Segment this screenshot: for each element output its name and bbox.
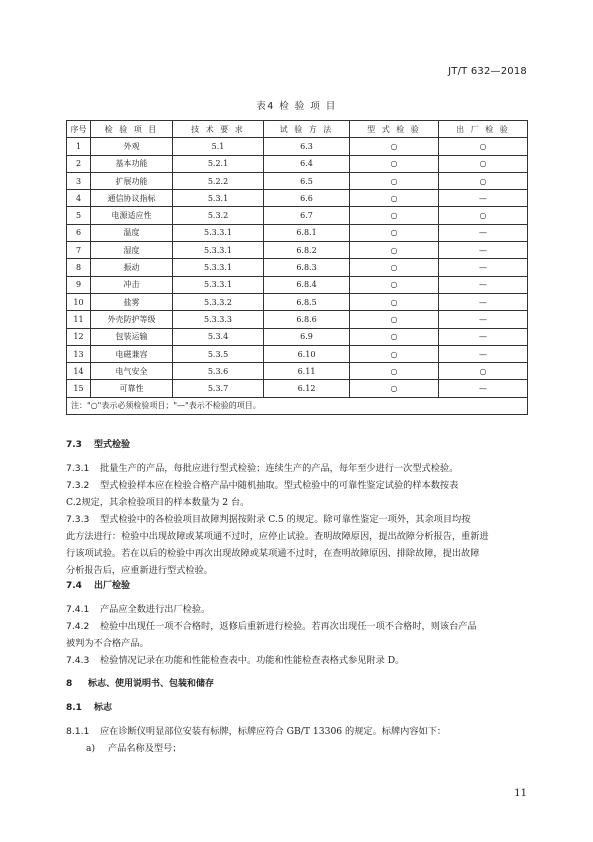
table-row [67, 259, 528, 276]
test-method: 6.11 [264, 363, 350, 380]
row-number: 3 [67, 172, 91, 189]
section-title: 标志、使用说明书、包装和储存 [88, 679, 215, 689]
section-heading [66, 437, 527, 454]
type-inspection-mark: ○ [350, 276, 439, 293]
technical-requirement: 5.3.3.1 [173, 242, 264, 259]
test-method: 6.8.5 [264, 293, 350, 310]
item-name: 电源适应性 [91, 207, 173, 224]
clause-text-continued: 被判为不合格产品。 [66, 638, 149, 649]
section-heading [66, 676, 527, 693]
factory-inspection-mark: — [439, 380, 528, 397]
factory-inspection-mark: — [439, 224, 528, 241]
type-inspection-mark: ○ [350, 328, 439, 345]
list-item [66, 740, 527, 757]
clause-text-continued: 分析报告后，应重新进行型式检验。 [66, 565, 213, 576]
section-number: 7.3 [66, 440, 82, 450]
column-header: 型 式 检 验 [350, 121, 439, 138]
test-method: 6.8.6 [264, 311, 350, 328]
section-title: 出厂检验 [94, 581, 131, 591]
row-number: 12 [67, 328, 91, 345]
clause-number: 7.4.1 [66, 604, 90, 615]
table-row [67, 172, 528, 189]
table-note: 注："○"表示必须检验项目；"—"表示不检验的项目。 [67, 397, 528, 414]
row-number: 7 [67, 242, 91, 259]
section-number: 8 [66, 679, 73, 689]
type-inspection-mark: ○ [350, 293, 439, 310]
row-number: 9 [67, 276, 91, 293]
section-heading [66, 700, 527, 717]
item-name: 外观 [91, 138, 173, 155]
table-header-row [67, 121, 528, 138]
technical-requirement: 5.3.1 [173, 190, 264, 207]
page-number: 11 [514, 788, 527, 799]
factory-inspection-mark: — [439, 190, 528, 207]
table-row [67, 311, 528, 328]
row-number: 1 [67, 138, 91, 155]
row-number: 2 [67, 155, 91, 172]
paragraph-7-4-1 [66, 601, 527, 618]
test-method: 6.4 [264, 155, 350, 172]
row-number: 15 [67, 380, 91, 397]
clause-number: 7.3.2 [66, 480, 90, 491]
paragraph-7-4-2 [66, 618, 527, 635]
type-inspection-mark: ○ [350, 172, 439, 189]
table-row [67, 224, 528, 241]
row-number: 4 [67, 190, 91, 207]
technical-requirement: 5.2.2 [173, 172, 264, 189]
table-row [67, 190, 528, 207]
standard-code: JT/T 632—2018 [448, 66, 527, 77]
item-name: 电磁兼容 [91, 345, 173, 362]
item-name: 电气安全 [91, 363, 173, 380]
clause-text-continued: C.2规定，其余检验项目的样本数量为 2 台。 [66, 497, 250, 508]
technical-requirement: 5.3.3.1 [173, 276, 264, 293]
table-row [67, 293, 528, 310]
table-row [67, 155, 528, 172]
factory-inspection-mark: — [439, 276, 528, 293]
item-name: 通信协议指标 [91, 190, 173, 207]
table-row [67, 363, 528, 380]
table-row [67, 276, 528, 293]
item-name: 温度 [91, 224, 173, 241]
row-number: 8 [67, 259, 91, 276]
item-name: 基本功能 [91, 155, 173, 172]
test-method: 6.8.2 [264, 242, 350, 259]
clause-number: 7.3.3 [66, 514, 90, 525]
column-header: 试 验 方 法 [264, 121, 350, 138]
type-inspection-mark: ○ [350, 242, 439, 259]
factory-inspection-mark: — [439, 328, 528, 345]
item-name: 湿度 [91, 242, 173, 259]
test-method: 6.3 [264, 138, 350, 155]
item-name: 可靠性 [91, 380, 173, 397]
test-method: 6.8.3 [264, 259, 350, 276]
paragraph-7-3-1 [66, 460, 527, 477]
item-name: 盐雾 [91, 293, 173, 310]
paragraph-8-1-1 [66, 723, 527, 740]
row-number: 13 [67, 345, 91, 362]
item-name: 外壳防护等级 [91, 311, 173, 328]
type-inspection-mark: ○ [350, 190, 439, 207]
row-number: 11 [67, 311, 91, 328]
factory-inspection-mark: — [439, 259, 528, 276]
table-caption: 表4 检 验 项 目 [256, 101, 337, 112]
factory-inspection-mark: ○ [439, 155, 528, 172]
clause-text: 应在诊断仪明显部位安装有标牌，标牌应符合 GB/T 13306 的规定。标牌内容如下： [100, 726, 447, 737]
test-method: 6.8.1 [264, 224, 350, 241]
factory-inspection-mark: — [439, 311, 528, 328]
factory-inspection-mark: ○ [439, 138, 528, 155]
test-method: 6.6 [264, 190, 350, 207]
factory-inspection-mark: ○ [439, 207, 528, 224]
type-inspection-mark: ○ [350, 259, 439, 276]
test-method: 6.9 [264, 328, 350, 345]
technical-requirement: 5.3.3.3 [173, 311, 264, 328]
clause-text: 检验中出现任一项不合格时，返修后重新进行检验。若再次出现任一项不合格时，则该台产品 [100, 621, 477, 632]
technical-requirement: 5.3.6 [173, 363, 264, 380]
clause-number: 7.3.1 [66, 463, 90, 474]
column-header: 检 验 项 目 [91, 121, 173, 138]
paragraph-7-4-3 [66, 652, 527, 669]
table-row [67, 328, 528, 345]
table-row [67, 207, 528, 224]
column-header: 技 术 要 求 [173, 121, 264, 138]
type-inspection-mark: ○ [350, 224, 439, 241]
type-inspection-mark: ○ [350, 207, 439, 224]
paragraph-7-3-3 [66, 511, 527, 528]
clause-text-continued: 行该项试验。若在以后的检验中再次出现故障或某项通不过时，在查明故障原因、排除故障，提出故障 [66, 548, 480, 559]
factory-inspection-mark: — [439, 242, 528, 259]
inspection-items-table [66, 120, 528, 415]
list-item-label: a) [86, 743, 96, 754]
clause-number: 7.4.3 [66, 655, 90, 666]
clause-text: 批量生产的产品，每批应进行型式检验；连续生产的产品，每年至少进行一次型式检验。 [100, 463, 459, 474]
clause-text-continued: 此方法进行：检验中出现故障或某项通不过时，应停止试验。查明故障原因，提出故障分析报告，重新进 [66, 531, 489, 542]
item-name: 包装运输 [91, 328, 173, 345]
section-7-4 [66, 578, 527, 669]
test-method: 6.10 [264, 345, 350, 362]
type-inspection-mark: ○ [350, 363, 439, 380]
row-number: 14 [67, 363, 91, 380]
factory-inspection-mark: ○ [439, 172, 528, 189]
technical-requirement: 5.2.1 [173, 155, 264, 172]
factory-inspection-mark: ○ [439, 363, 528, 380]
technical-requirement: 5.3.3.2 [173, 293, 264, 310]
row-number: 6 [67, 224, 91, 241]
technical-requirement: 5.3.7 [173, 380, 264, 397]
item-name: 冲击 [91, 276, 173, 293]
table-row [67, 242, 528, 259]
clause-text: 型式检验样本应在检验合格产品中随机抽取。型式检验中的可靠性鉴定试验的样本数按表 [100, 480, 459, 491]
technical-requirement: 5.3.4 [173, 328, 264, 345]
clause-number: 8.1.1 [66, 726, 90, 737]
row-number: 5 [67, 207, 91, 224]
technical-requirement: 5.3.5 [173, 345, 264, 362]
paragraph-7-3-2 [66, 477, 527, 494]
factory-inspection-mark: — [439, 293, 528, 310]
section-heading [66, 578, 527, 595]
section-title: 标志 [94, 703, 113, 713]
test-method: 6.8.4 [264, 276, 350, 293]
clause-number: 7.4.2 [66, 621, 90, 632]
type-inspection-mark: ○ [350, 155, 439, 172]
list-item-text: 产品名称及型号； [108, 743, 182, 754]
section-number: 7.4 [66, 581, 82, 591]
technical-requirement: 5.3.2 [173, 207, 264, 224]
table-row [67, 380, 528, 397]
type-inspection-mark: ○ [350, 345, 439, 362]
table-row [67, 345, 528, 362]
section-7-3 [66, 437, 527, 579]
table-row [67, 138, 528, 155]
test-method: 6.5 [264, 172, 350, 189]
row-number: 10 [67, 293, 91, 310]
section-title: 型式检验 [94, 440, 131, 450]
section-8 [66, 676, 527, 693]
item-name: 扩展功能 [91, 172, 173, 189]
clause-text: 型式检验中的各检验项目故障判据按附录 C.5 的规定。除可靠性鉴定一项外，其余项目均按 [100, 514, 471, 525]
clause-text: 检验情况记录在功能和性能检查表中。功能和性能检查表格式参见附录 D。 [100, 655, 405, 666]
type-inspection-mark: ○ [350, 380, 439, 397]
factory-inspection-mark: — [439, 345, 528, 362]
technical-requirement: 5.3.3.1 [173, 259, 264, 276]
technical-requirement: 5.1 [173, 138, 264, 155]
column-header: 序号 [67, 121, 91, 138]
test-method: 6.12 [264, 380, 350, 397]
type-inspection-mark: ○ [350, 138, 439, 155]
clause-text: 产品应全数进行出厂检验。 [100, 604, 211, 615]
section-number: 8.1 [66, 703, 82, 713]
section-8-1 [66, 700, 527, 757]
technical-requirement: 5.3.3.1 [173, 224, 264, 241]
table-note-row [67, 397, 528, 414]
type-inspection-mark: ○ [350, 311, 439, 328]
item-name: 振动 [91, 259, 173, 276]
column-header: 出 厂 检 验 [439, 121, 528, 138]
test-method: 6.7 [264, 207, 350, 224]
